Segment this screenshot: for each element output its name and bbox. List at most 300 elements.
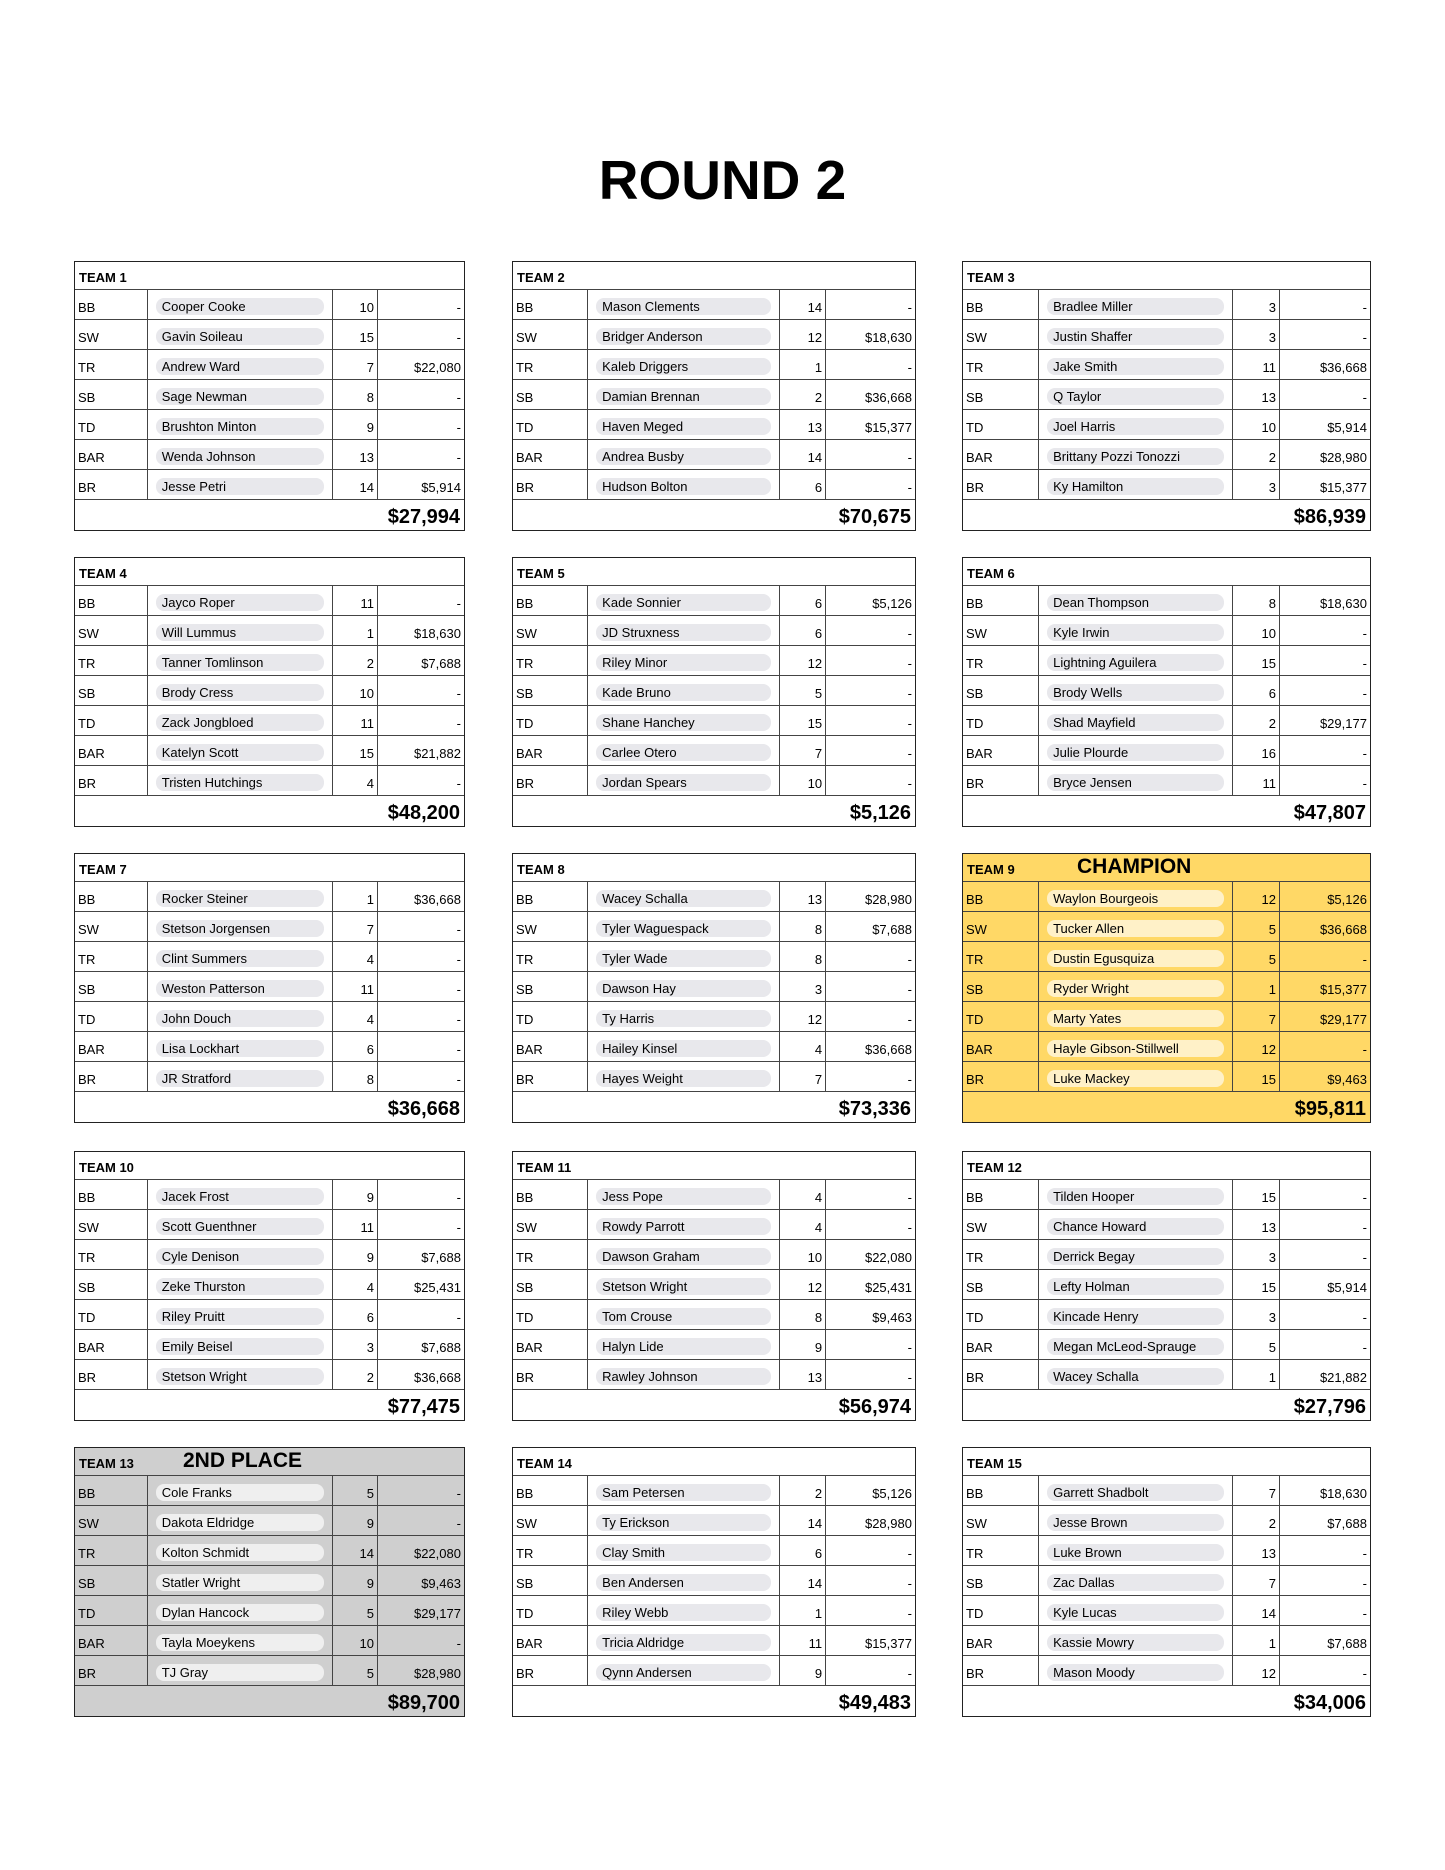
player-name: Luke Mackey (1047, 1070, 1224, 1087)
money-cell: - (1362, 1310, 1367, 1325)
event-cell: BB (513, 290, 588, 319)
team-total: $86,939 (1293, 506, 1366, 528)
player-name: Zeke Thurston (156, 1278, 324, 1295)
team-total: $49,483 (838, 1692, 911, 1714)
draw-cell: 10 (780, 766, 827, 795)
team-header (513, 558, 915, 586)
table-row (513, 616, 915, 646)
player-cell (1039, 942, 1233, 971)
player-cell (588, 1360, 779, 1389)
player-name: Katelyn Scott (156, 744, 324, 761)
team-card (962, 1151, 1371, 1421)
money-cell: - (907, 716, 912, 731)
table-row (75, 1656, 464, 1686)
player-name: Emily Beisel (156, 1338, 324, 1355)
draw-cell: 14 (780, 290, 827, 319)
money-cell: - (1362, 686, 1367, 701)
draw-cell: 12 (780, 320, 827, 349)
event-cell: SB (75, 1270, 148, 1299)
table-row (75, 410, 464, 440)
event-cell: TR (963, 1240, 1039, 1269)
team-name: TEAM 10 (79, 1160, 134, 1175)
player-name: Waylon Bourgeois (1047, 890, 1224, 907)
table-row (513, 380, 915, 410)
player-name: Shane Hanchey (596, 714, 770, 731)
money-cell: $36,668 (864, 390, 912, 405)
table-row (513, 766, 915, 796)
player-name: Kaleb Driggers (596, 358, 770, 375)
event-cell: BB (75, 882, 148, 911)
draw-cell: 15 (1233, 1270, 1280, 1299)
event-cell: SB (963, 1566, 1039, 1595)
table-row (75, 972, 464, 1002)
player-cell (1039, 1330, 1233, 1359)
draw-cell: 14 (780, 1566, 827, 1595)
table-row (75, 912, 464, 942)
team-total: $95,811 (1294, 1098, 1366, 1120)
draw-cell: 14 (780, 1506, 827, 1535)
team-name: TEAM 13 (79, 1456, 134, 1471)
player-cell (588, 912, 779, 941)
money-cell: $15,377 (864, 420, 912, 435)
player-name: Kyle Lucas (1047, 1604, 1224, 1621)
money-cell: - (907, 360, 912, 375)
table-row (513, 736, 915, 766)
table-row (963, 706, 1370, 736)
player-cell (148, 706, 333, 735)
player-cell (1039, 1002, 1233, 1031)
money-cell: $25,431 (413, 1280, 461, 1295)
draw-cell: 13 (1233, 380, 1280, 409)
player-name: Andrew Ward (156, 358, 324, 375)
player-name: Kade Sonnier (596, 594, 770, 611)
money-cell: - (907, 1012, 912, 1027)
team-header (75, 1448, 464, 1476)
draw-cell: 15 (333, 736, 378, 765)
player-cell (588, 1596, 779, 1625)
table-row (513, 440, 915, 470)
money-cell: - (456, 982, 461, 997)
money-cell: $18,630 (1319, 1486, 1367, 1501)
money-cell: - (456, 330, 461, 345)
table-row (513, 1032, 915, 1062)
table-row (75, 766, 464, 796)
event-cell: BAR (75, 1330, 148, 1359)
table-row (75, 1626, 464, 1656)
event-cell: TD (75, 410, 148, 439)
player-name: Tayla Moeykens (156, 1634, 324, 1651)
money-cell: - (907, 1072, 912, 1087)
money-cell: - (456, 1486, 461, 1501)
table-row (513, 676, 915, 706)
money-cell: - (1362, 1220, 1367, 1235)
team-card (512, 557, 916, 827)
money-cell: - (907, 1370, 912, 1385)
player-cell (148, 1180, 333, 1209)
event-cell: SW (963, 912, 1039, 941)
table-row (75, 706, 464, 736)
player-cell (1039, 1270, 1233, 1299)
player-name: Hayle Gibson-Stillwell (1047, 1040, 1224, 1057)
team-total: $5,126 (849, 802, 911, 824)
event-cell: SW (513, 1210, 588, 1239)
player-name: Andrea Busby (596, 448, 770, 465)
draw-cell: 11 (333, 706, 378, 735)
player-cell (1039, 706, 1233, 735)
player-name: Statler Wright (156, 1574, 324, 1591)
draw-cell: 10 (1233, 616, 1280, 645)
player-cell (148, 410, 333, 439)
money-cell: - (456, 1516, 461, 1531)
event-cell: BAR (963, 440, 1039, 469)
draw-cell: 3 (1233, 1240, 1280, 1269)
event-cell: SB (513, 676, 588, 705)
draw-cell: 2 (333, 1360, 378, 1389)
team-header (513, 1448, 915, 1476)
table-row (75, 1506, 464, 1536)
player-name: Tricia Aldridge (596, 1634, 770, 1651)
team-name: TEAM 7 (79, 862, 127, 877)
draw-cell: 1 (1233, 1626, 1280, 1655)
player-cell (1039, 470, 1233, 499)
money-cell: - (907, 746, 912, 761)
table-row (75, 1240, 464, 1270)
event-cell: TR (513, 942, 588, 971)
event-cell: TD (963, 1596, 1039, 1625)
player-cell (1039, 380, 1233, 409)
team-card (962, 853, 1371, 1123)
table-row (963, 1476, 1370, 1506)
player-name: Cooper Cooke (156, 298, 324, 315)
player-cell (588, 350, 779, 379)
draw-cell: 4 (780, 1180, 827, 1209)
event-cell: TR (963, 942, 1039, 971)
money-cell: - (456, 450, 461, 465)
team-card (74, 853, 465, 1123)
team-card (74, 1447, 465, 1717)
player-name: Riley Webb (596, 1604, 770, 1621)
player-name: Q Taylor (1047, 388, 1224, 405)
money-cell: - (907, 1606, 912, 1621)
money-cell: - (907, 952, 912, 967)
table-row (963, 1360, 1370, 1390)
event-cell: BR (963, 1360, 1039, 1389)
team-award-badge: 2ND PLACE (183, 1449, 303, 1472)
player-cell (1039, 586, 1233, 615)
draw-cell: 6 (780, 586, 827, 615)
event-cell: BAR (513, 1330, 588, 1359)
money-cell: $9,463 (1327, 1072, 1367, 1087)
table-row (513, 912, 915, 942)
money-cell: - (907, 1340, 912, 1355)
table-row (75, 942, 464, 972)
table-row (963, 646, 1370, 676)
team-name: TEAM 9 (967, 862, 1015, 877)
player-name: Haven Meged (596, 418, 770, 435)
player-cell (1039, 290, 1233, 319)
draw-cell: 11 (333, 586, 378, 615)
table-row (513, 350, 915, 380)
team-name: TEAM 15 (967, 1456, 1022, 1471)
table-row (513, 1476, 915, 1506)
money-cell: - (907, 1546, 912, 1561)
player-cell (148, 1300, 333, 1329)
player-name: Wacey Schalla (1047, 1368, 1224, 1385)
event-cell: BAR (513, 736, 588, 765)
player-name: Kincade Henry (1047, 1308, 1224, 1325)
table-row (513, 882, 915, 912)
event-cell: BB (513, 586, 588, 615)
player-cell (588, 1300, 779, 1329)
player-name: Ty Erickson (596, 1514, 770, 1531)
team-card (962, 557, 1371, 827)
team-header (963, 262, 1370, 290)
draw-cell: 5 (1233, 912, 1280, 941)
player-name: Justin Shaffer (1047, 328, 1224, 345)
table-row (963, 1656, 1370, 1686)
player-cell (148, 440, 333, 469)
table-row (963, 676, 1370, 706)
draw-cell: 2 (1233, 440, 1280, 469)
team-total: $70,675 (838, 506, 911, 528)
draw-cell: 5 (333, 1656, 378, 1685)
table-row (75, 646, 464, 676)
team-total: $56,974 (838, 1396, 911, 1418)
event-cell: BR (963, 1062, 1039, 1091)
draw-cell: 10 (780, 1240, 827, 1269)
player-name: John Douch (156, 1010, 324, 1027)
money-cell: - (1362, 952, 1367, 967)
team-header (75, 262, 464, 290)
event-cell: TR (513, 350, 588, 379)
money-cell: $28,980 (864, 892, 912, 907)
table-row (513, 410, 915, 440)
player-cell (148, 1002, 333, 1031)
event-cell: TD (75, 1300, 148, 1329)
draw-cell: 5 (780, 676, 827, 705)
money-cell: - (456, 716, 461, 731)
player-name: Jesse Petri (156, 478, 324, 495)
team-name: TEAM 4 (79, 566, 127, 581)
event-cell: TR (75, 350, 148, 379)
team-card (962, 1447, 1371, 1717)
table-row (513, 646, 915, 676)
table-row (963, 1032, 1370, 1062)
draw-cell: 7 (1233, 1476, 1280, 1505)
player-name: Zac Dallas (1047, 1574, 1224, 1591)
team-header (75, 854, 464, 882)
draw-cell: 8 (1233, 586, 1280, 615)
money-cell: - (1362, 1546, 1367, 1561)
event-cell: TR (75, 942, 148, 971)
player-cell (588, 1536, 779, 1565)
money-cell: - (456, 420, 461, 435)
player-name: Bradlee Miller (1047, 298, 1224, 315)
team-name: TEAM 8 (517, 862, 565, 877)
player-name: Clay Smith (596, 1544, 770, 1561)
money-cell: - (456, 390, 461, 405)
table-row (513, 1270, 915, 1300)
player-cell (588, 320, 779, 349)
draw-cell: 10 (333, 676, 378, 705)
money-cell: $15,377 (1319, 982, 1367, 997)
player-cell (1039, 972, 1233, 1001)
table-row (963, 350, 1370, 380)
table-row (75, 380, 464, 410)
player-name: Dawson Graham (596, 1248, 770, 1265)
player-name: Jacek Frost (156, 1188, 324, 1205)
table-row (963, 1002, 1370, 1032)
table-row (963, 766, 1370, 796)
event-cell: TD (963, 1300, 1039, 1329)
event-cell: BB (963, 290, 1039, 319)
event-cell: TR (963, 646, 1039, 675)
event-cell: BAR (513, 440, 588, 469)
draw-cell: 11 (780, 1626, 827, 1655)
table-row (75, 882, 464, 912)
table-row (75, 1566, 464, 1596)
player-cell (588, 440, 779, 469)
player-cell (148, 1360, 333, 1389)
player-name: Damian Brennan (596, 388, 770, 405)
table-row (75, 350, 464, 380)
player-name: JD Struxness (596, 624, 770, 641)
event-cell: BR (513, 1062, 588, 1091)
player-cell (588, 766, 779, 795)
money-cell: - (456, 776, 461, 791)
draw-cell: 15 (1233, 1062, 1280, 1091)
draw-cell: 3 (1233, 470, 1280, 499)
player-cell (588, 942, 779, 971)
player-cell (1039, 736, 1233, 765)
player-name: Kassie Mowry (1047, 1634, 1224, 1651)
player-cell (588, 1656, 779, 1685)
player-name: Will Lummus (156, 624, 324, 641)
draw-cell: 9 (780, 1330, 827, 1359)
table-row (963, 1536, 1370, 1566)
player-name: Wenda Johnson (156, 448, 324, 465)
table-row (963, 1210, 1370, 1240)
player-cell (148, 1270, 333, 1299)
draw-cell: 13 (1233, 1210, 1280, 1239)
player-name: Lefty Holman (1047, 1278, 1224, 1295)
money-cell: - (1362, 1190, 1367, 1205)
draw-cell: 15 (780, 706, 827, 735)
team-header (75, 1152, 464, 1180)
money-cell: - (907, 1666, 912, 1681)
player-cell (148, 736, 333, 765)
player-cell (1039, 1476, 1233, 1505)
money-cell: $21,882 (1319, 1370, 1367, 1385)
money-cell: - (456, 596, 461, 611)
table-row (75, 1360, 464, 1390)
player-name: Tristen Hutchings (156, 774, 324, 791)
table-row (513, 1360, 915, 1390)
table-row (963, 1300, 1370, 1330)
player-cell (148, 380, 333, 409)
event-cell: SW (75, 616, 148, 645)
player-cell (1039, 616, 1233, 645)
player-cell (588, 676, 779, 705)
player-cell (588, 706, 779, 735)
player-cell (148, 320, 333, 349)
table-row (75, 1476, 464, 1506)
table-row (963, 1180, 1370, 1210)
draw-cell: 7 (333, 350, 378, 379)
player-cell (148, 1626, 333, 1655)
table-row (963, 320, 1370, 350)
event-cell: BB (963, 1180, 1039, 1209)
table-row (75, 1002, 464, 1032)
player-name: Garrett Shadbolt (1047, 1484, 1224, 1501)
money-cell: $7,688 (872, 922, 912, 937)
money-cell: - (907, 450, 912, 465)
player-cell (148, 912, 333, 941)
table-row (75, 440, 464, 470)
event-cell: BB (75, 586, 148, 615)
draw-cell: 12 (1233, 1656, 1280, 1685)
draw-cell: 6 (333, 1032, 378, 1061)
event-cell: BB (513, 1180, 588, 1209)
team-name: TEAM 14 (517, 1456, 572, 1471)
player-cell (588, 586, 779, 615)
player-name: Brushton Minton (156, 418, 324, 435)
table-row (963, 586, 1370, 616)
money-cell: - (1362, 746, 1367, 761)
draw-cell: 5 (333, 1596, 378, 1625)
player-cell (148, 1506, 333, 1535)
draw-cell: 12 (1233, 1032, 1280, 1061)
player-name: Rowdy Parrott (596, 1218, 770, 1235)
player-cell (148, 882, 333, 911)
player-name: Riley Minor (596, 654, 770, 671)
draw-cell: 14 (333, 470, 378, 499)
player-name: Dawson Hay (596, 980, 770, 997)
table-row (963, 882, 1370, 912)
draw-cell: 11 (333, 972, 378, 1001)
team-header (963, 1448, 1370, 1476)
player-name: Rawley Johnson (596, 1368, 770, 1385)
money-cell: $36,668 (1319, 922, 1367, 937)
player-cell (148, 972, 333, 1001)
team-header (963, 854, 1370, 882)
money-cell: $22,080 (413, 1546, 461, 1561)
event-cell: TD (513, 706, 588, 735)
draw-cell: 9 (333, 1180, 378, 1209)
event-cell: TD (75, 1596, 148, 1625)
player-name: Dustin Egusquiza (1047, 950, 1224, 967)
money-cell: - (456, 1042, 461, 1057)
table-row (75, 290, 464, 320)
draw-cell: 8 (333, 1062, 378, 1091)
event-cell: TR (75, 1536, 148, 1565)
table-row (513, 1626, 915, 1656)
player-cell (148, 1240, 333, 1269)
event-cell: BB (75, 1180, 148, 1209)
player-name: Brody Wells (1047, 684, 1224, 701)
event-cell: BAR (513, 1626, 588, 1655)
money-cell: - (1362, 626, 1367, 641)
player-cell (1039, 676, 1233, 705)
event-cell: SB (75, 676, 148, 705)
team-card (962, 261, 1371, 531)
event-cell: SW (963, 320, 1039, 349)
player-cell (588, 1270, 779, 1299)
money-cell: - (1362, 1250, 1367, 1265)
event-cell: BB (75, 290, 148, 319)
team-card (74, 557, 465, 827)
draw-cell: 4 (333, 1002, 378, 1031)
